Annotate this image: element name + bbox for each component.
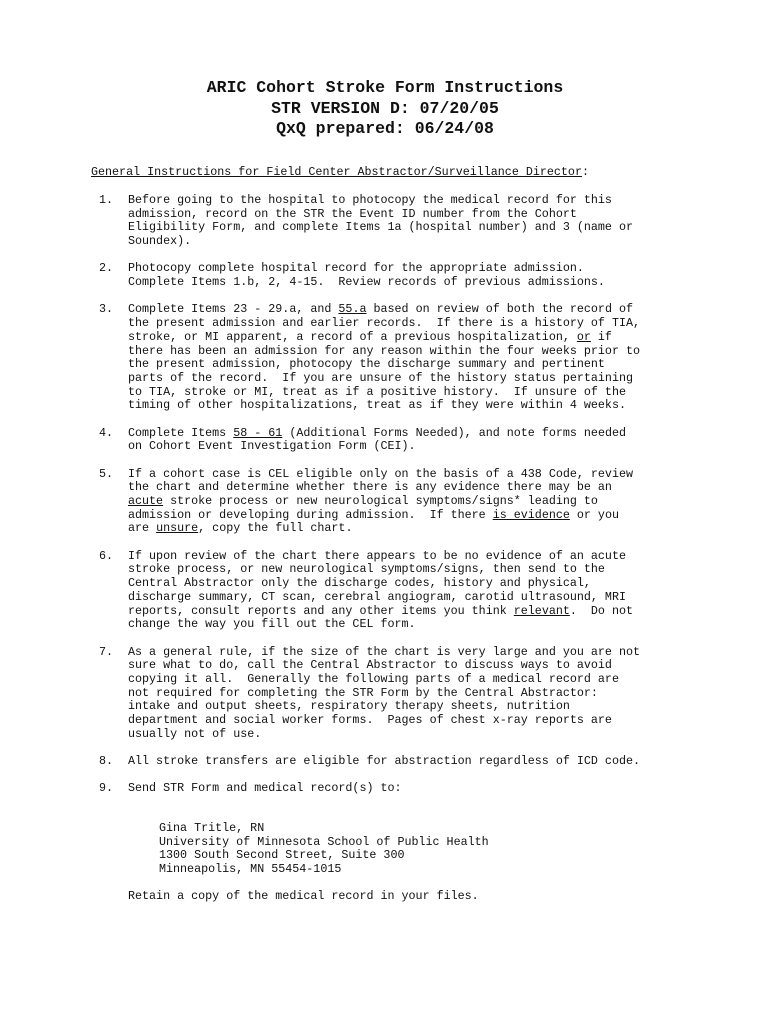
item-line: not required for completing the STR Form by the Central Abstractor: — [128, 685, 598, 700]
item-line: If a cohort case is CEL eligible only on the basis of a 438 Code, review — [128, 466, 633, 481]
item-line: admission, record on the STR the Event ID number from the Cohort — [128, 206, 577, 221]
item-text — [128, 782, 770, 796]
item-number: 8. — [99, 754, 114, 769]
item-text — [128, 755, 770, 769]
address-street: 1300 South Second Street, Suite 300 — [159, 848, 405, 863]
item-number: 5. — [99, 466, 114, 481]
item-line: the chart and determine whether there is any evidence there may be an — [128, 480, 612, 495]
item-line: to TIA, stroke or MI, treat as if a positive history. If unsure of the — [128, 384, 626, 399]
item-number: 2. — [99, 261, 114, 276]
list-item — [0, 755, 770, 769]
list-item — [0, 468, 770, 537]
item-text — [128, 262, 770, 289]
item-line: are — [128, 521, 157, 536]
item-number: 7. — [99, 644, 114, 659]
address-name: Gina Tritle, RN — [159, 821, 265, 835]
item-line: Photocopy complete hospital record for the appropriate admission. — [128, 261, 584, 276]
item-line: there has been an admission for any reason within the four weeks prior to — [128, 343, 640, 358]
item-line: department and social worker forms. Pages of chest x-ray reports are — [128, 713, 612, 728]
title-line-1: ARIC Cohort Stroke Form Instructions — [206, 78, 564, 97]
item-line: Soundex). — [128, 234, 192, 249]
list-item — [0, 427, 770, 454]
item-line: the present admission, photocopy the discharge summary and pertinent — [128, 357, 605, 372]
title-line-3: QxQ prepared: 06/24/08 — [276, 119, 494, 138]
item-line: admission or developing during admission. If there — [128, 507, 493, 522]
address-city: Minneapolis, MN 55454-1015 — [159, 862, 342, 877]
item-line: if — [590, 329, 612, 344]
underlined-text: relevant — [513, 603, 570, 618]
item-line: Complete Items 1.b, 2, 4-15. Review records of previous admissions. — [128, 275, 605, 290]
item-number: 3. — [99, 302, 114, 317]
item-number: 9. — [99, 781, 114, 796]
item-line: usually not of use. — [128, 726, 262, 741]
instruction-list — [0, 194, 770, 810]
item-line: Send STR Form and medical record(s) to: — [128, 781, 402, 796]
item-line: Before going to the hospital to photocopy the medical record for this — [128, 193, 612, 207]
item-line: stroke process or new neurological symptoms/signs* leading to — [163, 494, 598, 509]
title-line-2: STR VERSION D: 07/20/05 — [271, 98, 499, 118]
list-item — [0, 303, 770, 413]
item-text — [128, 194, 770, 249]
item-text — [128, 550, 770, 632]
list-item — [0, 646, 770, 742]
general-heading-text: General Instructions for Field Center Abstractor/Surveillance Director — [91, 165, 582, 179]
list-item — [0, 782, 770, 796]
underlined-text: unsure — [156, 521, 199, 536]
general-instructions-heading — [91, 166, 589, 180]
item-line: stroke process, or new neurological symptoms/signs, then send to the — [128, 562, 605, 577]
list-item — [0, 550, 770, 632]
item-line: sure what to do, call the Central Abstractor to discuss ways to avoid — [128, 658, 612, 673]
item-text — [128, 303, 770, 413]
item-line: Complete Items 23 - 29.a, and — [128, 302, 339, 317]
underlined-text: or — [576, 329, 591, 344]
underlined-text: is evidence — [492, 507, 570, 522]
item-line: stroke, or MI apparent, a record of a previous hospitalization, — [128, 329, 577, 344]
underlined-text: 58 - 61 — [233, 425, 283, 440]
retain-note: Retain a copy of the medical record in your files. — [128, 889, 479, 903]
document-title — [0, 78, 770, 140]
item-line: If upon review of the chart there appears to be no evidence of an acute — [128, 548, 626, 563]
item-line: on Cohort Event Investigation Form (CEI). — [128, 439, 416, 454]
item-text — [128, 646, 770, 742]
address-org: University of Minnesota School of Public Health — [159, 834, 489, 849]
item-line: As a general rule, if the size of the chart is very large and you are not — [128, 644, 640, 659]
item-line: Central Abstractor only the discharge codes, history and physical, — [128, 576, 591, 591]
item-line: discharge summary, CT scan, cerebral angiogram, carotid ultrasound, MRI — [128, 589, 626, 604]
item-number: 6. — [99, 548, 114, 563]
item-line: or you — [569, 507, 619, 522]
item-line: copying it all. Generally the following parts of a medical record are — [128, 671, 619, 686]
mailing-address — [159, 822, 489, 877]
general-heading-colon: : — [581, 165, 589, 179]
item-text — [128, 427, 770, 454]
item-line: All stroke transfers are eligible for abstraction regardless of ICD code. — [128, 754, 640, 769]
item-line: the present admission and earlier records. If there is a history of TIA, — [128, 316, 640, 331]
list-item — [0, 194, 770, 249]
list-item — [0, 262, 770, 289]
item-number: 1. — [99, 193, 114, 207]
item-line: change the way you fill out the CEL form. — [128, 617, 416, 632]
item-line: reports, consult reports and any other items you think — [128, 603, 514, 618]
item-line: . Do not — [569, 603, 633, 618]
item-line: , copy the full chart. — [198, 521, 353, 536]
item-line: based on review of both the record of — [366, 302, 634, 317]
item-line: Complete Items — [128, 425, 234, 440]
underlined-text: 55.a — [338, 302, 367, 317]
item-line: (Additional Forms Needed), and note forms needed — [282, 425, 626, 440]
item-number: 4. — [99, 425, 114, 440]
item-line: intake and output sheets, respiratory therapy sheets, nutrition — [128, 699, 570, 714]
item-line: parts of the record. If you are unsure of the history status pertaining — [128, 370, 633, 385]
underlined-text: acute — [128, 494, 164, 509]
item-line: timing of other hospitalizations, treat as if they were within 4 weeks. — [128, 398, 626, 413]
item-text — [128, 468, 770, 537]
item-line: Eligibility Form, and complete Items 1a (hospital number) and 3 (name or — [128, 220, 633, 235]
